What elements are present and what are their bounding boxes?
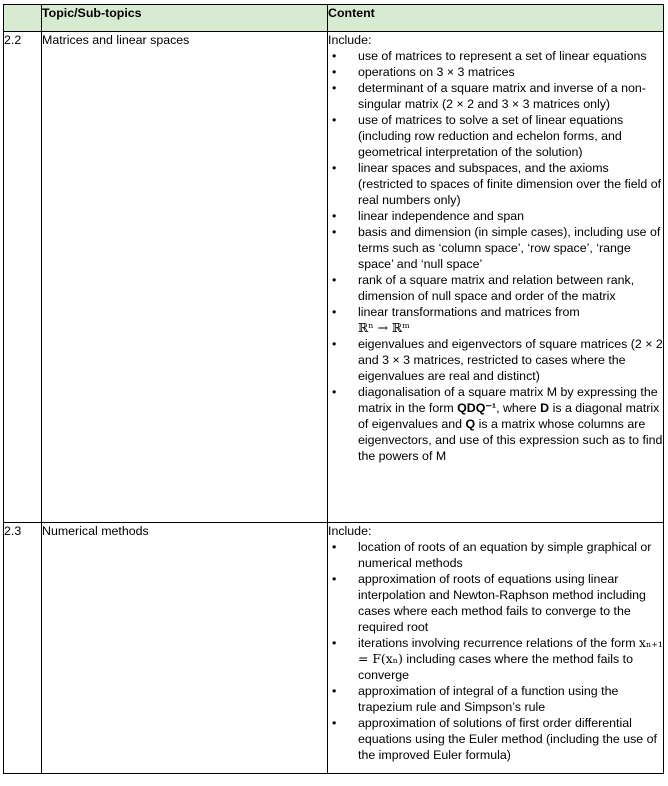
list-item: • eigenvalues and eigenvectors of square matrices (2 × 2 and 3 × 3 matrices, restricted to cases where the eigenvalues are real and distinct) bbox=[328, 336, 663, 384]
list-item: • use of matrices to solve a set of linear equations (including row reduction and echelon forms, and geometrical interpretation of the solution) bbox=[328, 112, 663, 160]
list-item: • location of roots of an equation by simple graphical or numerical methods bbox=[328, 539, 663, 571]
list-item bbox=[328, 304, 663, 336]
row-content bbox=[328, 523, 664, 774]
list-item-text: where bbox=[502, 401, 537, 415]
header-row bbox=[4, 5, 664, 32]
math-transform: ℝⁿ → ℝᵐ bbox=[358, 320, 410, 335]
syllabus-table bbox=[3, 4, 664, 774]
header-content: Content bbox=[328, 5, 664, 32]
list-item: • basis and dimension (in simple cases), including use of terms such as ‘column space’, ‘row space’, ‘range space’ and ‘null space’ bbox=[328, 224, 663, 272]
row-number: 2.3 bbox=[4, 523, 42, 774]
list-item-text: is a diagonal matrix of eigenvalues and bbox=[358, 401, 660, 431]
math-d: D bbox=[540, 401, 550, 415]
list-item: • approximation of roots of equations using linear interpolation and Newton-Raphson method including cases where each method fails to converge to the required root bbox=[328, 571, 663, 635]
table-row bbox=[4, 32, 664, 523]
list-item bbox=[328, 635, 663, 683]
table-row bbox=[4, 523, 664, 774]
row-topic: Matrices and linear spaces bbox=[42, 32, 328, 523]
list-item-text: iterations involving recurrence relations of the form bbox=[358, 636, 636, 650]
math-recurrence: xₙ₊₁ = F(xₙ) bbox=[358, 635, 663, 666]
list-item: • rank of a square matrix and relation between rank, dimension of null space and order of the matrix bbox=[328, 272, 663, 304]
header-number bbox=[4, 5, 42, 32]
list-item: • approximation of integral of a function using the trapezium rule and Simpson’s rule bbox=[328, 683, 663, 715]
content-list bbox=[328, 539, 663, 763]
list-item bbox=[328, 384, 663, 464]
list-item: • determinant of a square matrix and inverse of a non-singular matrix (2 × 2 and 3 × 3 matrices only) bbox=[328, 80, 663, 112]
list-item: • use of matrices to represent a set of linear equations bbox=[328, 48, 663, 64]
header-topic: Topic/Sub-topics bbox=[42, 5, 328, 32]
math-qdq: QDQ⁻¹ bbox=[457, 401, 497, 415]
row-topic: Numerical methods bbox=[42, 523, 328, 774]
list-item: • linear independence and span bbox=[328, 208, 663, 224]
row-content bbox=[328, 32, 664, 523]
list-item-text: is a matrix whose columns are eigenvectors, and use of this expression such as to find the powers of M bbox=[358, 417, 663, 463]
row-number: 2.2 bbox=[4, 32, 42, 523]
list-item-text: including cases where the method fails to converge bbox=[358, 652, 633, 682]
math-q: Q bbox=[465, 417, 476, 431]
list-item-text: , bbox=[496, 401, 503, 415]
include-label: Include: bbox=[328, 524, 372, 538]
list-item-text: diagonalisation of a square matrix M by expressing the matrix in the form bbox=[358, 385, 658, 415]
include-label: Include: bbox=[328, 33, 372, 47]
content-list bbox=[328, 48, 663, 464]
list-item: • linear spaces and subspaces, and the axioms (restricted to spaces of finite dimension over the field of real numbers only) bbox=[328, 160, 663, 208]
list-item: • approximation of solutions of first order differential equations using the Euler method (including the use of the improved Euler formula) bbox=[328, 715, 663, 763]
list-item: • operations on 3 × 3 matrices bbox=[328, 64, 663, 80]
list-item-text: linear transformations and matrices from bbox=[358, 305, 580, 319]
